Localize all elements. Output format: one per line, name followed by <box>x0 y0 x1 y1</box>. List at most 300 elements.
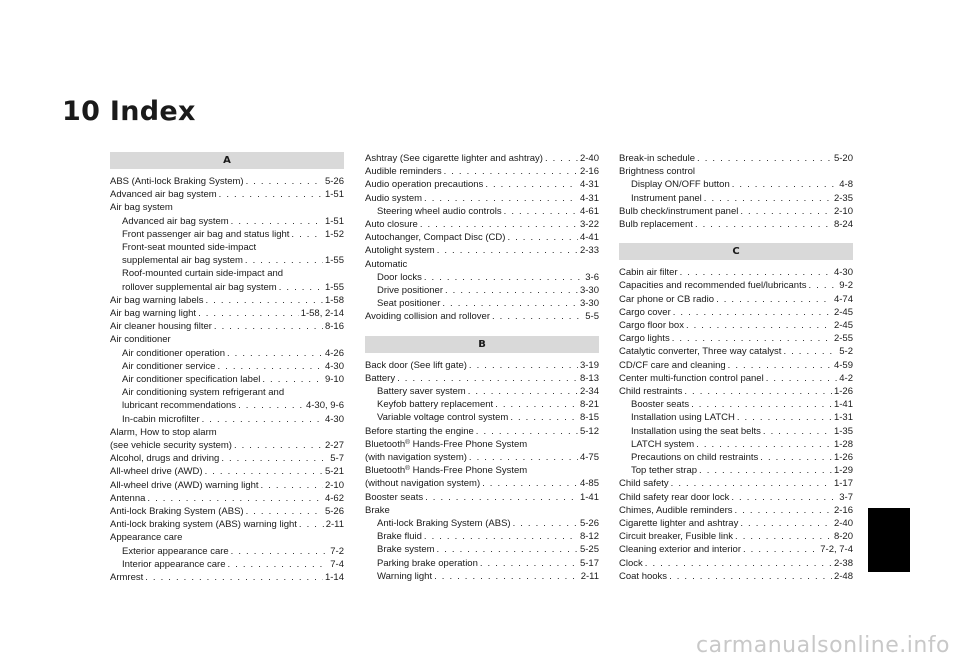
entry-page-ref: 3-6 <box>585 271 599 283</box>
dot-leader <box>783 345 837 358</box>
index-entry <box>619 345 853 358</box>
entry-label: Instrument panel <box>631 192 702 204</box>
dot-leader <box>507 231 578 244</box>
index-subentry <box>110 545 344 558</box>
dot-leader <box>291 228 323 241</box>
index-entry <box>110 307 344 320</box>
dot-leader <box>219 188 323 201</box>
entry-page-ref: 1-55 <box>324 281 344 293</box>
entry-page-ref: 4-31 <box>579 192 599 204</box>
entry-label: (see vehicle security system) <box>110 440 232 452</box>
entry-label: Air conditioner service <box>122 360 216 372</box>
entry-label: Center multi-function control panel <box>619 372 764 384</box>
dot-leader <box>737 411 832 424</box>
entry-page-ref: 3-30 <box>579 298 599 310</box>
dot-leader <box>434 570 579 583</box>
index-entry <box>110 465 344 478</box>
entry-label: lubricant recommendations <box>122 400 237 412</box>
index-entry <box>365 231 599 244</box>
dot-leader <box>669 570 832 583</box>
entry-page-ref: 4-26 <box>324 347 344 359</box>
entry-page-ref: 4-30 <box>833 267 853 279</box>
entry-label: Brake fluid <box>377 531 422 543</box>
entry-page-ref: 1-55 <box>324 255 344 267</box>
index-entry <box>619 570 853 583</box>
index-entry <box>619 319 853 332</box>
entry-label: Door locks <box>377 271 422 283</box>
entry-label: Child safety <box>619 478 669 490</box>
index-entry <box>619 504 853 517</box>
index-subentry <box>365 517 599 530</box>
entry-page-ref: 5-26 <box>324 176 344 187</box>
index-entry <box>365 244 599 257</box>
entry-label: Chimes, Audible reminders <box>619 504 733 516</box>
index-subentry <box>110 347 344 360</box>
entry-label: Child safety rear door lock <box>619 491 730 503</box>
index-letter-header: B <box>365 336 599 353</box>
entry-label: Booster seats <box>365 491 424 503</box>
entry-label: All-wheel drive (AWD) <box>110 466 203 478</box>
entry-label: Catalytic converter, Three way catalyst <box>619 346 782 358</box>
index-subentry <box>365 411 599 424</box>
entry-page-ref: 5-12 <box>579 425 599 437</box>
entry-label: Air conditioner specification label <box>122 374 261 386</box>
entry-label: Autochanger, Compact Disc (CD) <box>365 232 506 244</box>
dot-leader <box>492 310 583 323</box>
entry-label: Cabin air filter <box>619 267 678 279</box>
index-entry <box>110 505 344 518</box>
entry-page-ref: 5-21 <box>324 466 344 478</box>
index-entry <box>619 165 853 178</box>
entry-page-ref: 4-41 <box>579 232 599 244</box>
index-entry <box>110 531 344 544</box>
index-subentry <box>365 557 599 570</box>
dot-leader <box>437 244 578 257</box>
entry-page-ref: 7-2, 7-4 <box>820 544 853 556</box>
entry-page-ref: 8-24 <box>833 219 853 231</box>
index-entry <box>365 372 599 385</box>
entry-label: Cargo lights <box>619 333 670 345</box>
index-entry <box>365 425 599 438</box>
entry-label: Drive positioner <box>377 285 443 297</box>
entry-label: rollover supplemental air bag system <box>122 281 277 293</box>
entry-label: (with navigation system) <box>365 452 467 464</box>
dot-leader <box>691 398 832 411</box>
entry-label: Air bag warning labels <box>110 294 204 306</box>
index-subentry <box>365 398 599 411</box>
dot-leader <box>760 451 832 464</box>
dot-leader <box>279 281 323 294</box>
entry-page-ref: 4-75 <box>579 452 599 464</box>
page-title: 10 Index <box>62 96 196 127</box>
index-subentry <box>110 360 344 373</box>
dot-leader <box>228 558 329 571</box>
entry-label: LATCH system <box>631 438 695 450</box>
entry-label: Air cleaner housing filter <box>110 321 212 333</box>
index-entry <box>619 332 853 345</box>
index-subentry <box>619 451 853 464</box>
entry-page-ref: 2-38 <box>833 557 853 569</box>
entry-label: Child restraints <box>619 386 683 398</box>
entry-page-ref: 1-14 <box>324 572 344 584</box>
entry-label-line: Bluetooth® Hands-Free Phone System <box>365 438 528 450</box>
entry-label: Coat hooks <box>619 570 668 582</box>
index-subentry <box>110 228 344 241</box>
index-subentry <box>110 558 344 571</box>
dot-leader <box>424 530 578 543</box>
entry-label: Anti-lock Braking System (ABS) <box>110 506 244 518</box>
index-entry <box>110 175 344 188</box>
index-subentry <box>619 192 853 205</box>
registered-mark: ® <box>405 438 410 446</box>
entry-page-ref: 2-45 <box>833 320 853 332</box>
entry-label: Circuit breaker, Fusible link <box>619 531 734 543</box>
entry-label: ABS (Anti-lock Braking System) <box>110 176 244 187</box>
entry-label: Keyfob battery replacement <box>377 399 494 411</box>
entry-page-ref: 4-8 <box>839 179 853 191</box>
entry-page-ref: 2-45 <box>833 306 853 318</box>
entry-page-ref: 1-31 <box>833 412 853 424</box>
dot-leader <box>476 425 578 438</box>
index-subentry <box>365 297 599 310</box>
entry-label: Front passenger air bag and status light <box>122 228 290 240</box>
entry-label: Precautions on child restraints <box>631 452 759 464</box>
entry-label: Air bag warning light <box>110 308 197 320</box>
index-entry <box>619 205 853 218</box>
entry-page-ref: 1-58, 2-14 <box>300 308 344 320</box>
dot-leader <box>202 413 323 426</box>
dot-leader <box>495 398 578 411</box>
entry-label: Bulb replacement <box>619 219 693 231</box>
entry-page-ref: 1-28 <box>833 438 853 450</box>
entry-page-ref: 4-30, 9-6 <box>305 400 344 412</box>
entry-page-ref: 1-17 <box>833 478 853 490</box>
entry-page-ref: 1-26 <box>833 452 853 464</box>
index-entry <box>110 492 344 505</box>
index-entry <box>110 571 344 584</box>
index-subentry <box>110 373 344 386</box>
index-entry <box>110 479 344 492</box>
index-subentry <box>619 398 853 411</box>
dot-leader <box>444 165 578 178</box>
index-entry <box>619 293 853 306</box>
entry-label: Air conditioner <box>110 334 171 346</box>
entry-label-line: Alarm, How to stop alarm <box>110 426 217 438</box>
dot-leader <box>145 571 323 584</box>
dot-leader <box>695 218 832 231</box>
entry-page-ref: 9-2 <box>839 280 853 292</box>
dot-leader <box>672 332 832 345</box>
dot-leader <box>716 293 832 306</box>
dot-leader <box>686 319 832 332</box>
index-entry <box>110 452 344 465</box>
dot-leader <box>735 504 832 517</box>
entry-label: (without navigation system) <box>365 478 481 490</box>
dot-leader <box>699 464 832 477</box>
entry-page-ref: 3-7 <box>839 491 853 503</box>
dot-leader <box>485 178 578 191</box>
index-entry <box>110 294 344 307</box>
entry-label: Break-in schedule <box>619 153 696 164</box>
entry-page-ref: 5-2 <box>839 346 853 358</box>
index-subentry <box>619 464 853 477</box>
dot-leader <box>697 152 832 165</box>
entry-label: Automatic <box>365 258 408 270</box>
entry-label-line: Roof-mounted curtain side-impact and <box>122 268 284 280</box>
dot-leader <box>673 306 832 319</box>
entry-page-ref: 4-59 <box>833 359 853 371</box>
dot-leader <box>246 505 323 518</box>
entry-label: Audible reminders <box>365 166 442 178</box>
dot-leader <box>645 557 832 570</box>
entry-label: Cigarette lighter and ashtray <box>619 518 739 530</box>
entry-label: Cargo floor box <box>619 320 684 332</box>
dot-leader <box>231 545 329 558</box>
index-entry <box>365 359 599 372</box>
watermark: carmanualsonline.info <box>696 633 950 658</box>
index-entry <box>619 306 853 319</box>
entry-label: Clock <box>619 557 643 569</box>
index-entry <box>619 543 853 556</box>
entry-page-ref: 2-40 <box>833 518 853 530</box>
dot-leader <box>504 205 578 218</box>
entry-label: Interior appearance care <box>122 558 226 570</box>
dot-leader <box>205 294 323 307</box>
entry-label: Brake system <box>377 544 435 556</box>
entry-page-ref: 2-27 <box>324 440 344 452</box>
index-subentry <box>619 425 853 438</box>
entry-page-ref: 2-33 <box>579 245 599 257</box>
entry-page-ref: 3-22 <box>579 219 599 231</box>
dot-leader <box>214 320 323 333</box>
entry-page-ref: 2-11 <box>580 570 599 582</box>
index-subentry <box>365 385 599 398</box>
entry-page-ref: 5-7 <box>330 453 344 465</box>
entry-page-ref: 1-41 <box>833 399 853 411</box>
index-entry <box>110 426 344 452</box>
entry-label: Appearance care <box>110 532 183 544</box>
entry-label: Antenna <box>110 492 146 504</box>
index-entry <box>110 201 344 214</box>
index-subentry <box>365 271 599 284</box>
index-entry <box>110 320 344 333</box>
index-entry <box>365 218 599 231</box>
dot-leader <box>740 205 832 218</box>
dot-leader <box>545 152 578 165</box>
entry-label: Battery saver system <box>377 386 466 398</box>
entry-page-ref: 5-20 <box>833 153 853 164</box>
index-column-1 <box>110 152 344 584</box>
entry-page-ref: 4-30 <box>324 413 344 425</box>
index-subentry <box>110 267 344 293</box>
index-subentry <box>365 284 599 297</box>
index-entry <box>365 165 599 178</box>
dot-leader <box>205 465 323 478</box>
index-entry <box>619 372 853 385</box>
entry-label: Top tether strap <box>631 465 698 477</box>
dot-leader <box>740 517 832 530</box>
dot-leader <box>510 411 578 424</box>
dot-leader <box>671 477 832 490</box>
dot-leader <box>437 543 578 556</box>
index-subentry <box>619 411 853 424</box>
entry-page-ref: 4-74 <box>833 293 853 305</box>
entry-page-ref: 7-2 <box>330 545 344 557</box>
entry-page-ref: 4-31 <box>579 179 599 191</box>
index-subentry <box>110 241 344 267</box>
dot-leader <box>808 279 837 292</box>
entry-label: Alcohol, drugs and driving <box>110 453 220 465</box>
entry-page-ref: 7-4 <box>330 558 344 570</box>
entry-page-ref: 1-52 <box>324 228 344 240</box>
dot-leader <box>513 517 578 530</box>
dot-leader <box>424 271 583 284</box>
entry-page-ref: 2-34 <box>579 386 599 398</box>
entry-label: Variable voltage control system <box>377 412 509 424</box>
entry-page-ref: 4-30 <box>324 360 344 372</box>
index-entry <box>365 192 599 205</box>
entry-label: Advanced air bag system <box>122 215 229 227</box>
entry-page-ref: 1-51 <box>324 215 344 227</box>
entry-page-ref: 1-26 <box>833 386 853 398</box>
registered-mark: ® <box>405 465 410 473</box>
entry-page-ref: 2-48 <box>833 570 853 582</box>
entry-label: Cleaning exterior and interior <box>619 544 741 556</box>
index-entry <box>110 518 344 531</box>
index-entry <box>619 218 853 231</box>
dot-leader <box>469 451 578 464</box>
dot-leader <box>234 439 323 452</box>
index-subentry <box>110 386 344 412</box>
dot-leader <box>425 491 578 504</box>
dot-leader <box>732 178 838 191</box>
entry-label: Before starting the engine <box>365 425 474 437</box>
entry-page-ref: 4-85 <box>579 478 599 490</box>
index-entry <box>619 152 853 165</box>
entry-page-ref: 8-20 <box>833 531 853 543</box>
index-entry <box>365 178 599 191</box>
index-subentry <box>365 570 599 583</box>
index-entry <box>619 557 853 570</box>
entry-page-ref: 8-16 <box>324 321 344 333</box>
index-entry <box>110 188 344 201</box>
entry-page-ref: 8-13 <box>579 372 599 384</box>
entry-page-ref: 2-35 <box>833 192 853 204</box>
dot-leader <box>731 491 837 504</box>
index-column-2 <box>365 152 599 583</box>
dot-leader <box>766 372 838 385</box>
dot-leader <box>420 218 578 231</box>
entry-page-ref: 8-15 <box>579 412 599 424</box>
index-entry <box>619 359 853 372</box>
entry-label-line: Front-seat mounted side-impact <box>122 242 257 254</box>
dot-leader <box>480 557 578 570</box>
entry-label: Air conditioner operation <box>122 347 225 359</box>
dot-leader <box>482 477 578 490</box>
entry-label: Battery <box>365 372 396 384</box>
entry-page-ref: 1-35 <box>833 425 853 437</box>
entry-label: Seat positioner <box>377 298 441 310</box>
entry-label: Brightness control <box>619 166 696 178</box>
dot-leader <box>445 284 578 297</box>
entry-label: Parking brake operation <box>377 557 478 569</box>
entry-page-ref: 1-58 <box>324 294 344 306</box>
dot-leader <box>469 359 578 372</box>
entry-label: Installation using the seat belts <box>631 425 761 437</box>
entry-label: Bulb check/instrument panel <box>619 205 739 217</box>
dot-leader <box>221 452 328 465</box>
entry-page-ref: 2-11 <box>325 519 344 531</box>
dot-leader <box>735 530 832 543</box>
index-entry <box>365 491 599 504</box>
dot-leader <box>262 373 323 386</box>
entry-label: Exterior appearance care <box>122 545 229 557</box>
index-entry <box>365 464 599 490</box>
entry-page-ref: 2-16 <box>579 166 599 178</box>
dot-leader <box>684 385 832 398</box>
entry-label: Anti-lock Braking System (ABS) <box>377 518 511 530</box>
index-entry <box>619 279 853 292</box>
entry-label: Steering wheel audio controls <box>377 205 502 217</box>
index-entry <box>365 258 599 271</box>
index-subentry <box>110 215 344 228</box>
index-subentry <box>365 543 599 556</box>
dot-leader <box>198 307 299 320</box>
entry-page-ref: 2-10 <box>324 479 344 491</box>
dot-leader <box>245 254 323 267</box>
dot-leader <box>299 518 324 531</box>
entry-label: supplemental air bag system <box>122 255 243 267</box>
entry-label: Advanced air bag system <box>110 189 217 201</box>
entry-page-ref: 8-12 <box>579 531 599 543</box>
entry-label-line: Air conditioning system refrigerant and <box>122 387 285 399</box>
entry-label: Armrest <box>110 572 144 584</box>
entry-page-ref: 5-5 <box>585 311 599 323</box>
entry-label: Brake <box>365 504 390 516</box>
entry-page-ref: 5-26 <box>579 518 599 530</box>
index-letter-header: C <box>619 243 853 260</box>
entry-label: Cargo cover <box>619 306 671 318</box>
dot-leader <box>696 438 832 451</box>
dot-leader <box>217 360 323 373</box>
entry-page-ref: 5-25 <box>579 544 599 556</box>
entry-label: All-wheel drive (AWD) warning light <box>110 479 259 491</box>
entry-page-ref: 2-16 <box>833 504 853 516</box>
entry-page-ref: 3-30 <box>579 285 599 297</box>
index-entry <box>619 385 853 398</box>
dot-leader <box>246 175 323 188</box>
entry-page-ref: 2-10 <box>833 205 853 217</box>
index-subentry <box>619 438 853 451</box>
entry-label: Back door (See lift gate) <box>365 359 467 371</box>
index-entry <box>110 333 344 346</box>
entry-label: Car phone or CB radio <box>619 293 715 305</box>
entry-page-ref: 4-2 <box>839 372 853 384</box>
index-entry <box>619 530 853 543</box>
entry-label: Avoiding collision and rollover <box>365 311 490 323</box>
dot-leader <box>227 347 323 360</box>
entry-page-ref: 1-51 <box>324 189 344 201</box>
entry-label: Auto closure <box>365 219 418 231</box>
dot-leader <box>763 425 832 438</box>
index-subentry <box>365 530 599 543</box>
dot-leader <box>147 492 323 505</box>
entry-label: Capacities and recommended fuel/lubricants <box>619 280 807 292</box>
entry-label: Anti-lock braking system (ABS) warning light <box>110 519 297 531</box>
entry-label: CD/CF care and cleaning <box>619 359 726 371</box>
entry-page-ref: 4-62 <box>324 492 344 504</box>
entry-label: Autolight system <box>365 245 435 257</box>
